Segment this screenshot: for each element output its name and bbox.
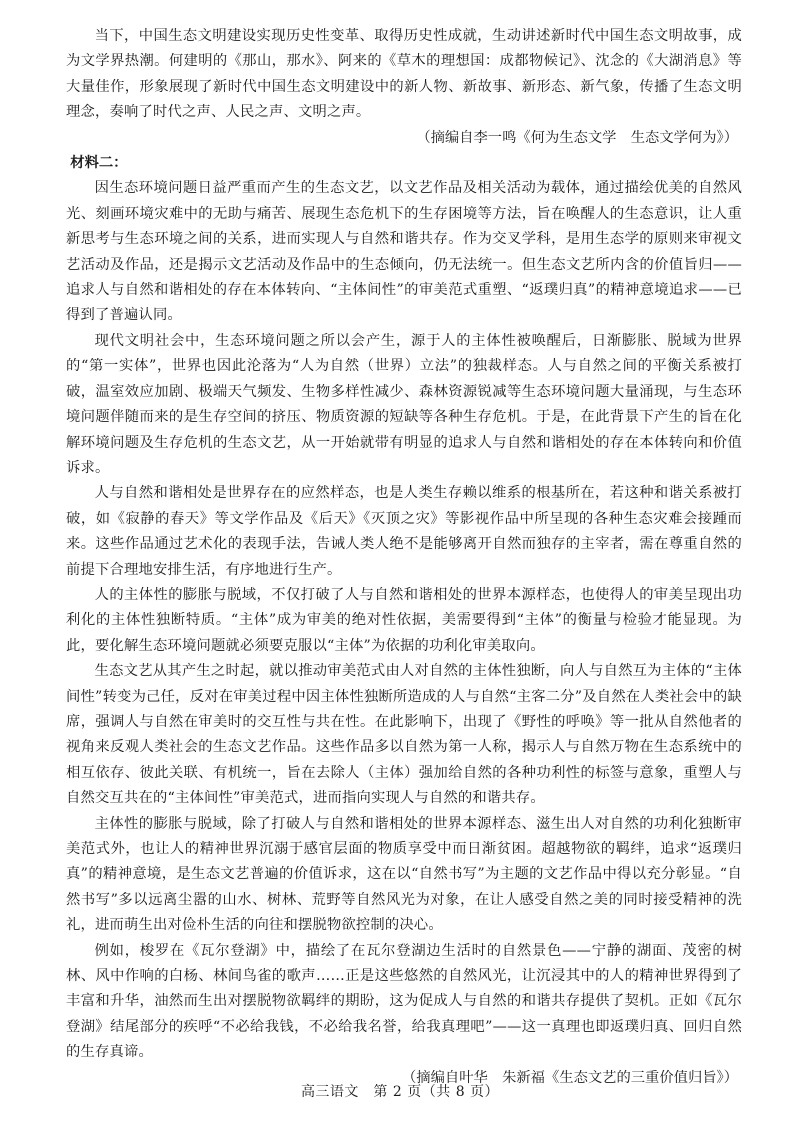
material1-paragraph: 当下，中国生态文明建设实现历史性变革、取得历史性成就，生动讲述新时代中国生态文明故事，成为文学界热潮。何建明的《那山，那水》、阿来的《草木的理想国：成都物候记》、沈念的《大湖消息》等大量佳作，形象展现了新时代中国生态文明建设中的新人物、新故事、新形态、新气象，传播了生态文明理念，奏响了时代之声、人民之声、文明之声。: [66, 28, 742, 121]
document-body: [66, 24, 742, 1091]
material2-heading: 材料二：: [70, 155, 128, 172]
material2-paragraph-2: 现代文明社会中，生态环境问题之所以会产生，源于人的主体性被唤醒后，日渐膨胀、脱域为世界的“第一实体”，世界也因此沦落为“人为自然（世界）立法”的独裁样态。人与自然之间的平衡关系被打破，温室效应加剧、极端天气频发、生物多样性减少、森林资源锐减等生态环境问题大量涌现，与生态环境问题伴随而来的是生存空间的挤压、物质资源的短缺等各种生存危机。于是，在此背景下产生的旨在化解环境问题及生存危机的生态文艺，从一开始就带有明显的追求人与自然和谐相处的存在本体转向和价值诉求。: [66, 332, 742, 476]
material2-paragraph-3: 人与自然和谐相处是世界存在的应然样态，也是人类生存赖以维系的根基所在，若这种和谐关系被打破，如《寂静的春天》等文学作品及《后天》《灭顶之灾》等影视作品中所呈现的各种生态灾难会接踵而来。这些作品通过艺术化的表现手法，告诫人类人绝不是能够离开自然而独存的主宰者，需在尊重自然的前提下合理地安排生活，有序地进行生产。: [66, 485, 742, 578]
material2-paragraph-6: 主体性的膨胀与脱域，除了打破人与自然和谐相处的世界本源样态、滋生出人对自然的功利化独断审美范式外，也让人的精神世界沉溺于感官层面的物质享受中而日渐贫困。超越物欲的羁绊，追求“返璞归真”的精神意境，是生态文艺普遍的价值诉求，这在以“自然书写”为主题的文艺作品中得以充分彰显。“自然书写”多以远离尘嚣的山水、树林、荒野等自然风光为对象，在让人感受自然之美的同时接受精神的洗礼，进而萌生出对俭朴生活的向往和摆脱物欲控制的决心。: [66, 815, 742, 934]
material2-paragraph-7: 例如，梭罗在《瓦尔登湖》中，描绘了在瓦尔登湖边生活时的自然景色——宁静的湖面、茂密的树林、风中作响的白杨、林间鸟雀的歌声……正是这些悠然的自然风光，让沉浸其中的人的精神世界得到了丰富和升华，油然而生出对摆脱物欲羁绊的期盼，这为促成人与自然的和谐共存提供了契机。正如《瓦尔登湖》结尾部分的疾呼“不必给我钱，不必给我名誉，给我真理吧”——这一真理也即返璞归真、回归自然的生存真谛。: [66, 942, 742, 1061]
material2-paragraph-5: 生态文艺从其产生之时起，就以推动审美范式由人对自然的主体性独断，向人与自然互为主体的“主体间性”转变为己任，反对在审美过程中因主体性独断所造成的人与自然“主客二分”及自然在人类社会中的缺席，强调人与自然在审美时的交互性与共在性。在此影响下，出现了《野性的呼唤》等一批从自然他者的视角来反观人类社会的生态文艺作品。这些作品多以自然为第一人称，揭示人与自然万物在生态系统中的相互依存、彼此关联、有机统一，旨在去除人（主体）强加给自然的各种功利性的标签与意象，重塑人与自然交互共在的“主体间性”审美范式，进而指向实现人与自然的和谐共存。: [66, 663, 742, 807]
material2-paragraph-4: 人的主体性的膨胀与脱域，不仅打破了人与自然和谐相处的世界本源样态，也使得人的审美呈现出功利化的主体性独断特质。“主体”成为审美的绝对性依据，美需要得到“主体”的衡量与检验才能显现。为此，要化解生态环境问题就必须要克服以“主体”为依据的功利化审美取向。: [66, 586, 742, 654]
source-citation-2: （摘编自叶华 朱新福《生态文艺的三重价值归旨》）: [402, 1069, 738, 1086]
page-footer: 高三语文 第 2 页（共 8 页）: [300, 1084, 500, 1100]
source-citation-1: （摘编自李一鸣《何为生态文学 生态文学何为》）: [416, 129, 738, 146]
material2-paragraph-1: 因生态环境问题日益严重而产生的生态文艺，以文艺作品及相关活动为载体，通过描绘优美的自然风光、刻画环境灾难中的无助与痛苦、展现生态危机下的生存困境等方法，旨在唤醒人的生态意识，让人重新思考与生态环境之间的关系，进而实现人与自然和谐共存。作为交叉学科，是用生态学的原则来审视文艺活动及作品，还是揭示文艺活动及作品中的生态倾向，仍无法统一。但生态文艺所内含的价值旨归——追求人与自然和谐相处的存在本体转向、“主体间性”的审美范式重塑、“返璞归真”的精神意境追求——已得到了普遍认同。: [66, 180, 742, 324]
